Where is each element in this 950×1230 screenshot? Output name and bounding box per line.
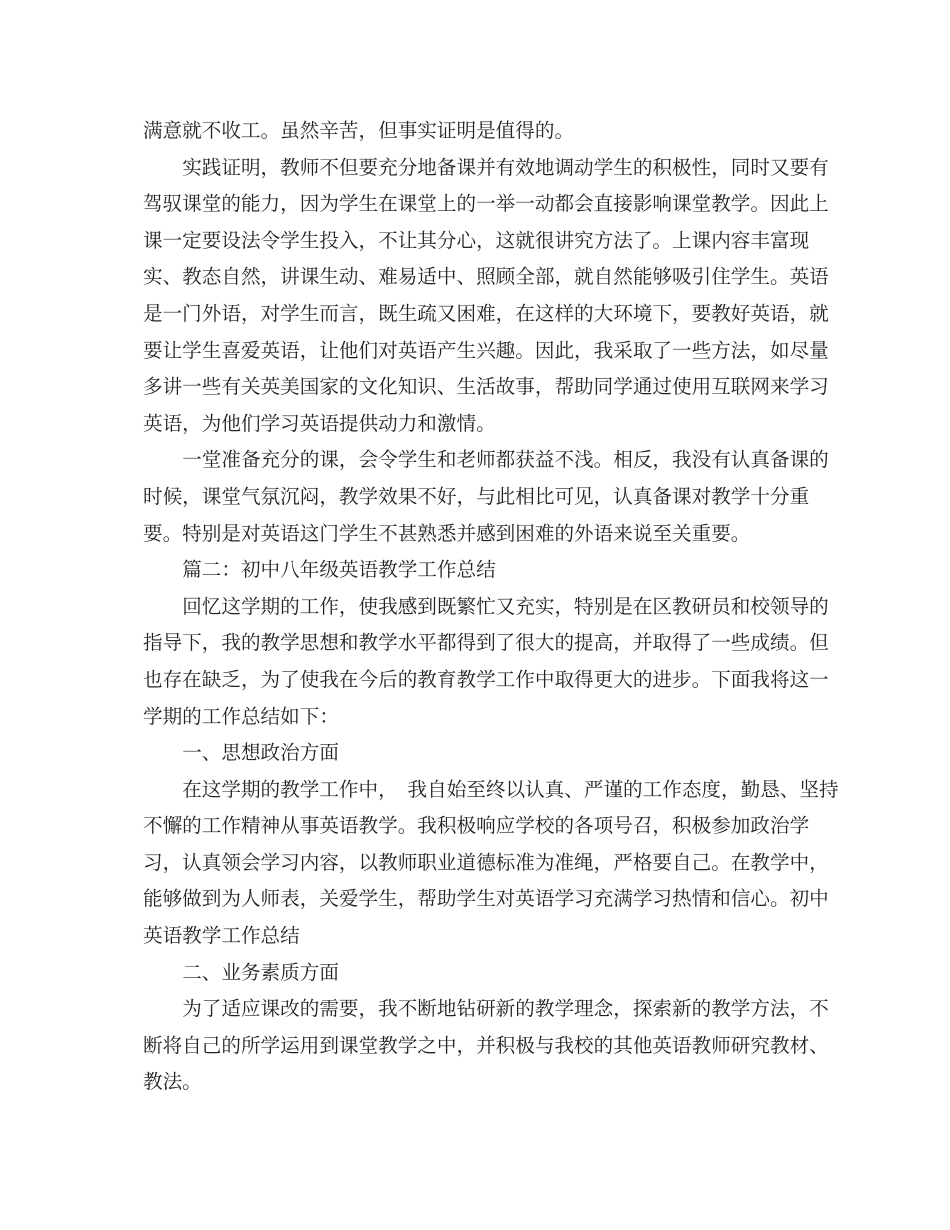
paragraph-ideology-body xyxy=(143,772,839,955)
text-line: 多讲一些有关英美国家的文化知识、生活故事，帮助同学通过使用互联网来学习 xyxy=(143,375,829,399)
text-line: 要让学生喜爱英语，让他们对英语产生兴趣。因此，我采取了一些方法，如尽量 xyxy=(143,338,829,362)
text-line: 满意就不收工。虽然辛苦，但事实证明是值得的。 xyxy=(143,119,575,142)
paragraph-closing xyxy=(143,113,805,150)
text-line: 实践证明，教师不但要充分地备课并有效地调动学生的积极性，同时又要有 xyxy=(182,155,829,179)
text-line: 时候，课堂气氛沉闷，教学效果不好，与此相比可见，认真备课对教学十分重 xyxy=(143,484,810,508)
section-heading-professional-quality xyxy=(143,955,805,992)
section-heading-ideology xyxy=(143,735,805,772)
text-line: 英语，为他们学习英语提供动力和激情。 xyxy=(143,411,496,435)
text-line: 实、教态自然，讲课生动、难易适中、照顾全部，就自然能够吸引住学生。英语 xyxy=(143,265,829,289)
text-line: 课一定要设法令学生投入，不让其分心，这就很讲究方法了。上课内容丰富现 xyxy=(143,228,810,252)
text-line: 回忆这学期的工作，使我感到既繁忙又充实，特别是在区教研员和校领导的 xyxy=(182,594,829,618)
section-heading-part-two xyxy=(143,552,805,589)
paragraph-recall-semester xyxy=(143,589,829,735)
heading-text: 篇二：初中八年级英语教学工作总结 xyxy=(182,558,496,582)
text-line: 学期的工作总结如下： xyxy=(143,704,339,728)
paragraph-practice-proves xyxy=(143,150,829,443)
text-line: 教法。 xyxy=(143,1070,202,1094)
document-page xyxy=(143,113,839,1101)
text-line: 习，认真领会学习内容，以教师职业道德标准为准绳，严格要自己。在教学中， xyxy=(143,850,829,874)
heading-text: 二、业务素质方面 xyxy=(182,960,339,984)
text-line: 断将自己的所学运用到课堂教学之中，并积极与我校的其他英语教师研究教材、 xyxy=(143,1033,829,1057)
text-line: 也存在缺乏，为了使我在今后的教育教学工作中取得更大的进步。下面我将这一 xyxy=(143,667,829,691)
text-line: 英语教学工作总结 xyxy=(143,924,300,948)
paragraph-well-prepared-class xyxy=(143,442,829,552)
text-line: 能够做到为人师表，关爱学生，帮助学生对英语学习充满学习热情和信心。初中 xyxy=(143,887,829,911)
text-line: 一堂准备充分的课，会令学生和老师都获益不浅。相反，我没有认真备课的 xyxy=(182,448,829,472)
text-line: 指导下，我的教学思想和教学水平都得到了很大的提高，并取得了一些成绩。但 xyxy=(143,631,829,655)
text-line: 要。特别是对英语这门学生不甚熟悉并感到困难的外语来说至关重要。 xyxy=(143,521,751,545)
paragraph-professional-body xyxy=(143,991,829,1101)
text-line: 是一门外语，对学生而言，既生疏又困难，在这样的大环境下，要教好英语，就 xyxy=(143,301,829,325)
text-line: 为了适应课改的需要，我不断地钻研新的教学理念，探索新的教学方法，不 xyxy=(182,997,829,1021)
text-line: 不懈的工作精神从事英语教学。我积极响应学校的各项号召，积极参加政治学 xyxy=(143,814,810,838)
heading-text: 一、思想政治方面 xyxy=(182,741,339,765)
text-line: 在这学期的教学工作中， 我自始至终以认真、严谨的工作态度，勤恳、坚持 xyxy=(182,777,839,801)
text-line: 驾驭课堂的能力，因为学生在课堂上的一举一动都会直接影响课堂教学。因此上 xyxy=(143,192,829,216)
